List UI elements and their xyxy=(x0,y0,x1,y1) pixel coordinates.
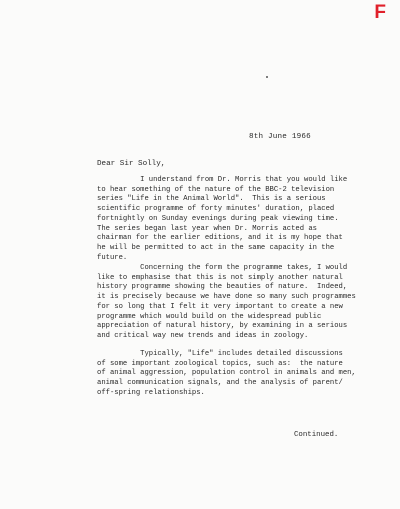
letter-date: 8th June 1966 xyxy=(249,133,311,141)
salutation: Dear Sir Solly, xyxy=(97,160,166,168)
paragraph-1: I understand from Dr. Morris that you would like to hear something of the nature of the BBC-2 television series "Life in the Animal World". This is a serious scientific programme of forty minutes' duration, placed fortnightly on Sunday evenings during peak viewing time. The series began last year when Dr. Morris acted as chairman for the earlier editions, and it is my hope that he will be permitted to act in the same capacity in the future. xyxy=(97,176,348,262)
corner-mark: F xyxy=(374,2,386,23)
paragraph-2: Concerning the form the programme takes, I would like to emphasise that this is not simply another natural history programme showing the beauties of nature. Indeed, it is precisely because we have done so many such programmes for so long that I felt it very important to create a new programme which would build on the widespread public appreciation of natural history, by examining in a serious and critical way new trends and ideas in zoology. xyxy=(97,264,356,340)
continued-note: Continued. xyxy=(294,431,339,439)
ink-dot xyxy=(266,76,268,78)
paragraph-3: Typically, "Life" includes detailed discussions of some important zoological topics, such as: the nature of animal aggression, population control in animals and men, animal communication signals, and the analysis of parent/ off-spring relationships. xyxy=(97,350,356,397)
